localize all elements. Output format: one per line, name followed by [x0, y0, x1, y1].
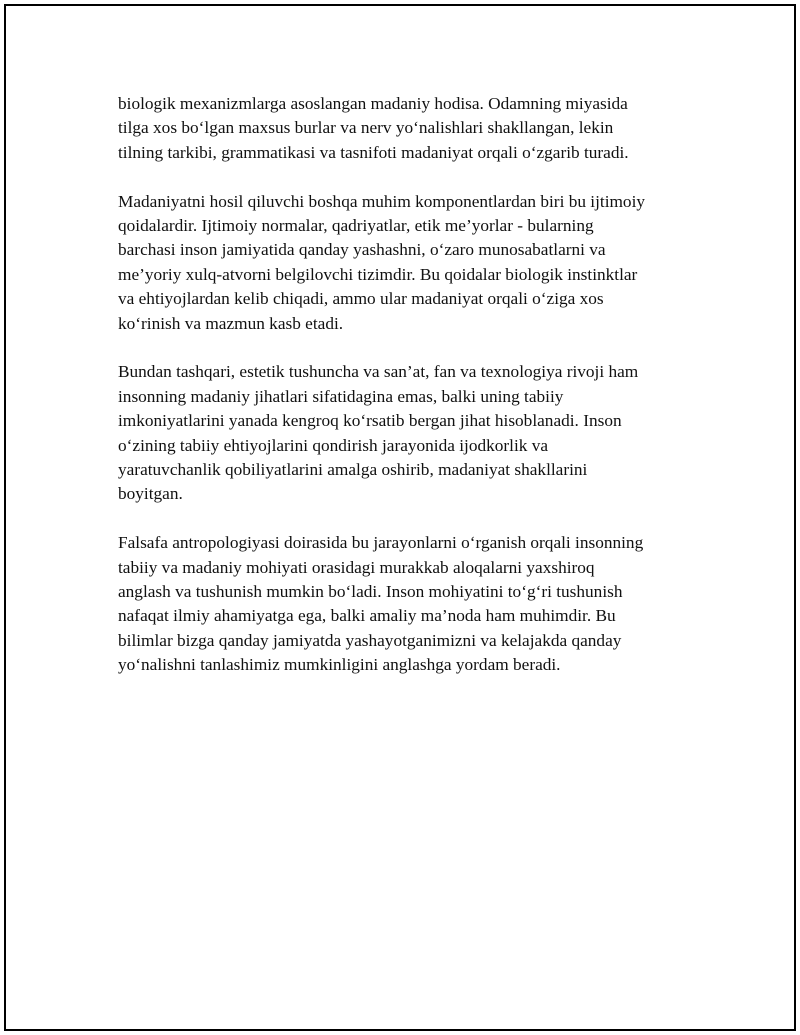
paragraph-3: Bundan tashqari, estetik tushuncha va san’at, fan va texnologiya rivoji ham insonning madaniy jihatlari sifatidagina emas, balki uning tabiiy imkoniyatlarini yanada kengroq ko‘rsatib bergan jihat hisoblanadi. Inson o‘zining tabiiy ehtiyojlarini qondirish jarayonida ijodkorlik va yaratuvchanlik qobiliyatlarini amalga oshirib, madaniyat shakllarini boyitgan. — [118, 362, 639, 504]
paragraph-1: biologik mexanizmlarga asoslangan madaniy hodisa. Odamning miyasida tilga xos bo‘lgan maxsus burlar va nerv yo‘nalishlari shakllangan, lekin tilning tarkibi, grammatikasi va tasnifoti madaniyat orqali o‘zgarib turadi. — [118, 94, 629, 162]
paragraph-2: Madaniyatni hosil qiluvchi boshqa muhim komponentlardan biri bu ijtimoiy qoidalardir. Ijtimoiy normalar, qadriyatlar, etik me’yorlar - bularning barchasi inson jamiyatida qanday yashashni, o‘zaro munosabatlarni va me’yoriy xulq-atvorni belgilovchi tizimdir. Bu qoidalar biologik instinktlar va ehtiyojlardan kelib chiqadi, ammo ular madaniyat orqali o‘ziga xos ko‘rinish va mazmun kasb etadi. — [118, 191, 646, 333]
paragraph-4: Falsafa antropologiyasi doirasida bu jarayonlarni o‘rganish orqali insonning tabiiy va madaniy mohiyati orasidagi murakkab aloqalarni yaxshiroq anglash va tushunish mumkin bo‘ladi. Inson mohiyatini to‘g‘ri tushunish nafaqat ilmiy ahamiyatga ega, balki amaliy ma’noda ham muhimdir. Bu bilimlar bizga qanday jamiyatda yashayotganimizni va kelajakda qanday yo‘nalishni tanlashimiz mumkinligini anglashga yordam beradi. — [118, 533, 644, 675]
document-body — [118, 92, 688, 702]
